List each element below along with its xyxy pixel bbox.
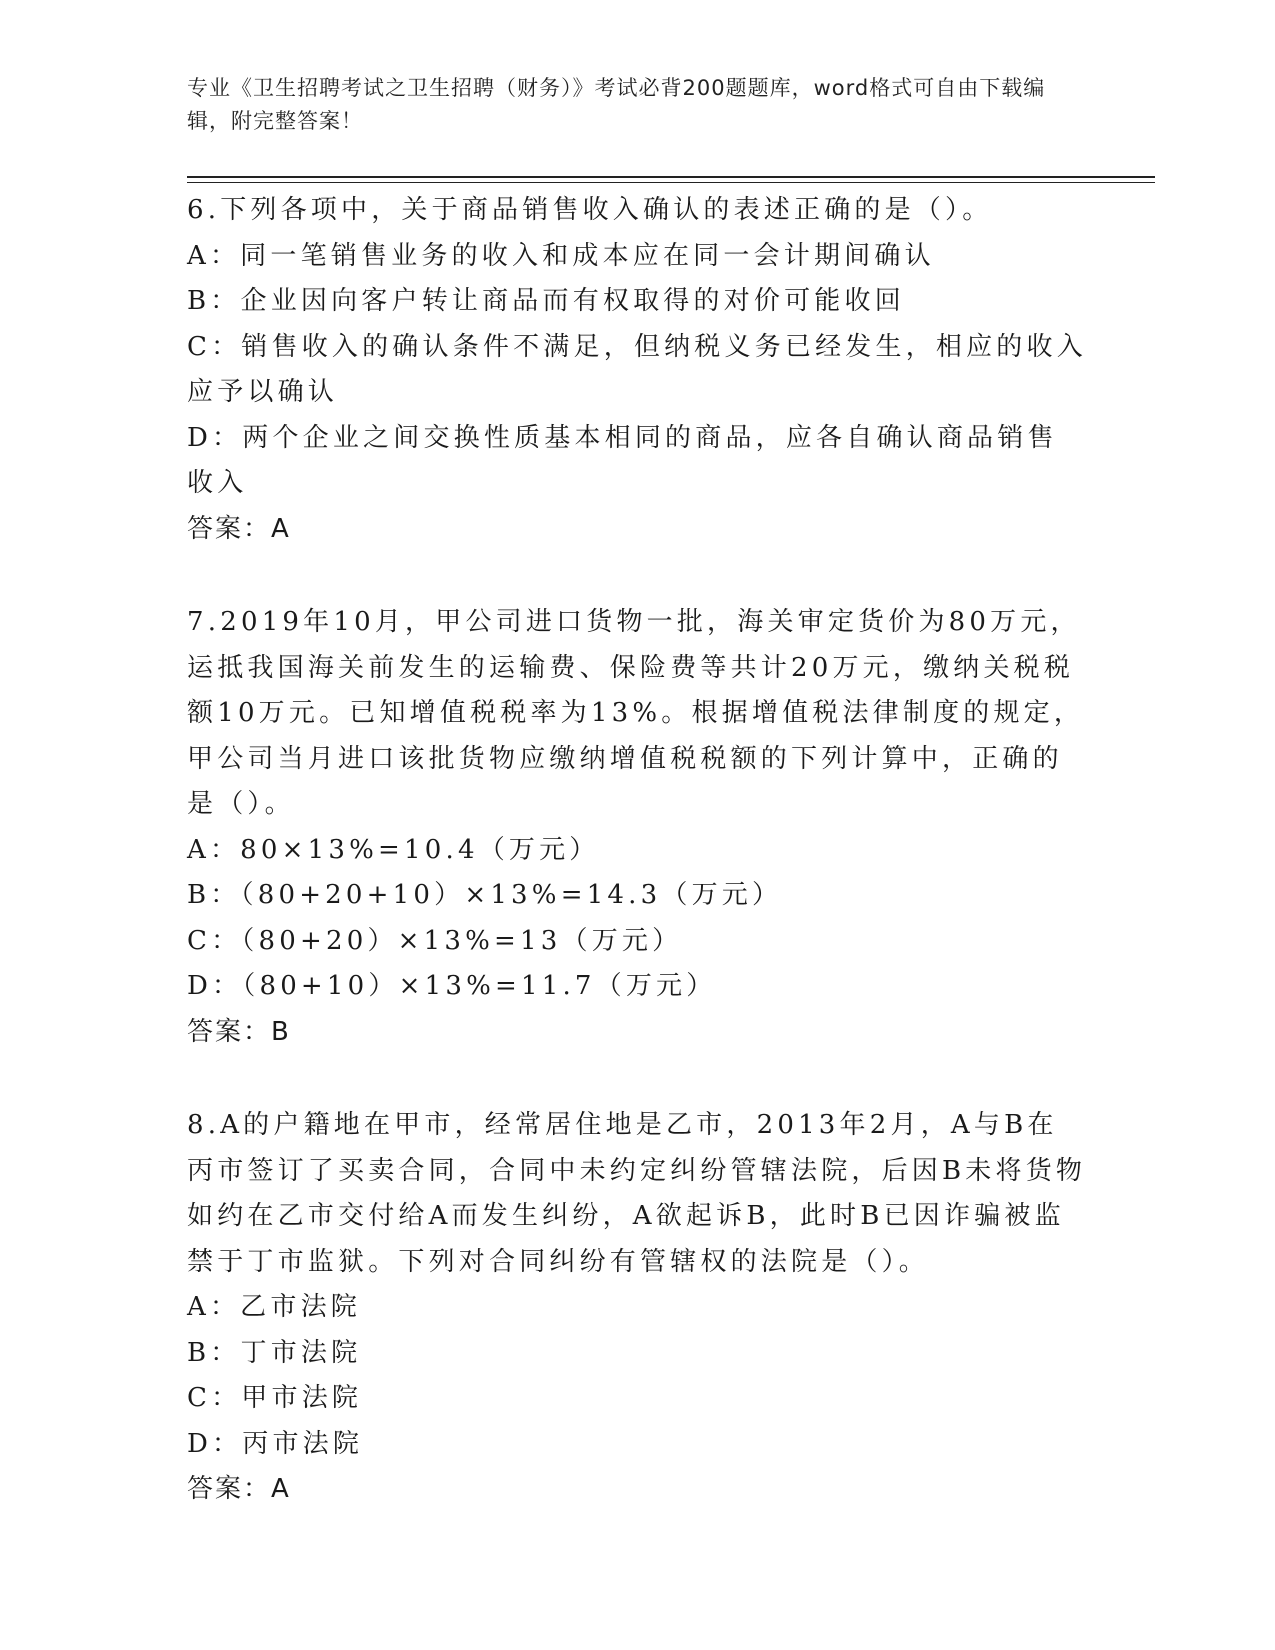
question-stem: 7.2019年10月，甲公司进口货物一批，海关审定货价为80万元，运抵我国海关前发生的运输费、保险费等共计20万元，缴纳关税税额10万元。已知增值税税率为13%。根据增值税法律制度的规定，甲公司当月进口该批货物应缴纳增值税税额的下列计算中，正确的是（）。 xyxy=(187,607,1085,819)
header-rule-thick xyxy=(187,176,1155,178)
option-a: A：80×13%=10.4（万元） xyxy=(187,834,600,865)
option-b: B：丁市法院 xyxy=(187,1337,362,1368)
document-header: 专业《卫生招聘考试之卫生招聘（财务）》考试必背200题题库，word格式可自由下载编辑，附完整答案！ xyxy=(187,76,1046,133)
option-c: C：（80+20）×13%=13（万元） xyxy=(187,925,683,956)
question-6 xyxy=(187,188,1087,552)
question-stem: 8.A的户籍地在甲市，经常居住地是乙市，2013年2月，A与B在丙市签订了买卖合同，合同中未约定纠纷管辖法院，后因B未将货物如约在乙市交付给A而发生纠纷，A欲起诉B，此时B已因诈骗被监禁于丁市监狱。下列对合同纠纷有管辖权的法院是（）。 xyxy=(187,1110,1087,1277)
question-stem: 6.下列各项中，关于商品销售收入确认的表述正确的是（）。 xyxy=(187,195,993,225)
question-7 xyxy=(187,600,1087,1055)
option-d: D：丙市法院 xyxy=(187,1428,364,1459)
option-a: A：同一笔销售业务的收入和成本应在同一会计期间确认 xyxy=(187,240,935,271)
option-d: D：（80+10）×13%=11.7（万元） xyxy=(187,971,717,1001)
question-list xyxy=(187,188,1087,1513)
answer-label: 答案：A xyxy=(187,513,291,544)
answer-label: 答案：A xyxy=(187,1474,291,1504)
option-a: A：乙市法院 xyxy=(187,1292,361,1322)
option-d: D：两个企业之间交换性质基本相同的商品，应各自确认商品销售收入 xyxy=(187,422,1058,498)
option-c: C：甲市法院 xyxy=(187,1383,363,1413)
answer-label: 答案：B xyxy=(187,1016,291,1047)
option-c: C：销售收入的确认条件不满足，但纳税义务已经发生，相应的收入应予以确认 xyxy=(187,331,1087,407)
option-b: B：企业因向客户转让商品而有权取得的对价可能收回 xyxy=(187,286,905,316)
option-b: B：（80+20+10）×13%=14.3（万元） xyxy=(187,880,783,910)
question-8 xyxy=(187,1103,1087,1513)
header-rule-thin xyxy=(187,182,1155,183)
